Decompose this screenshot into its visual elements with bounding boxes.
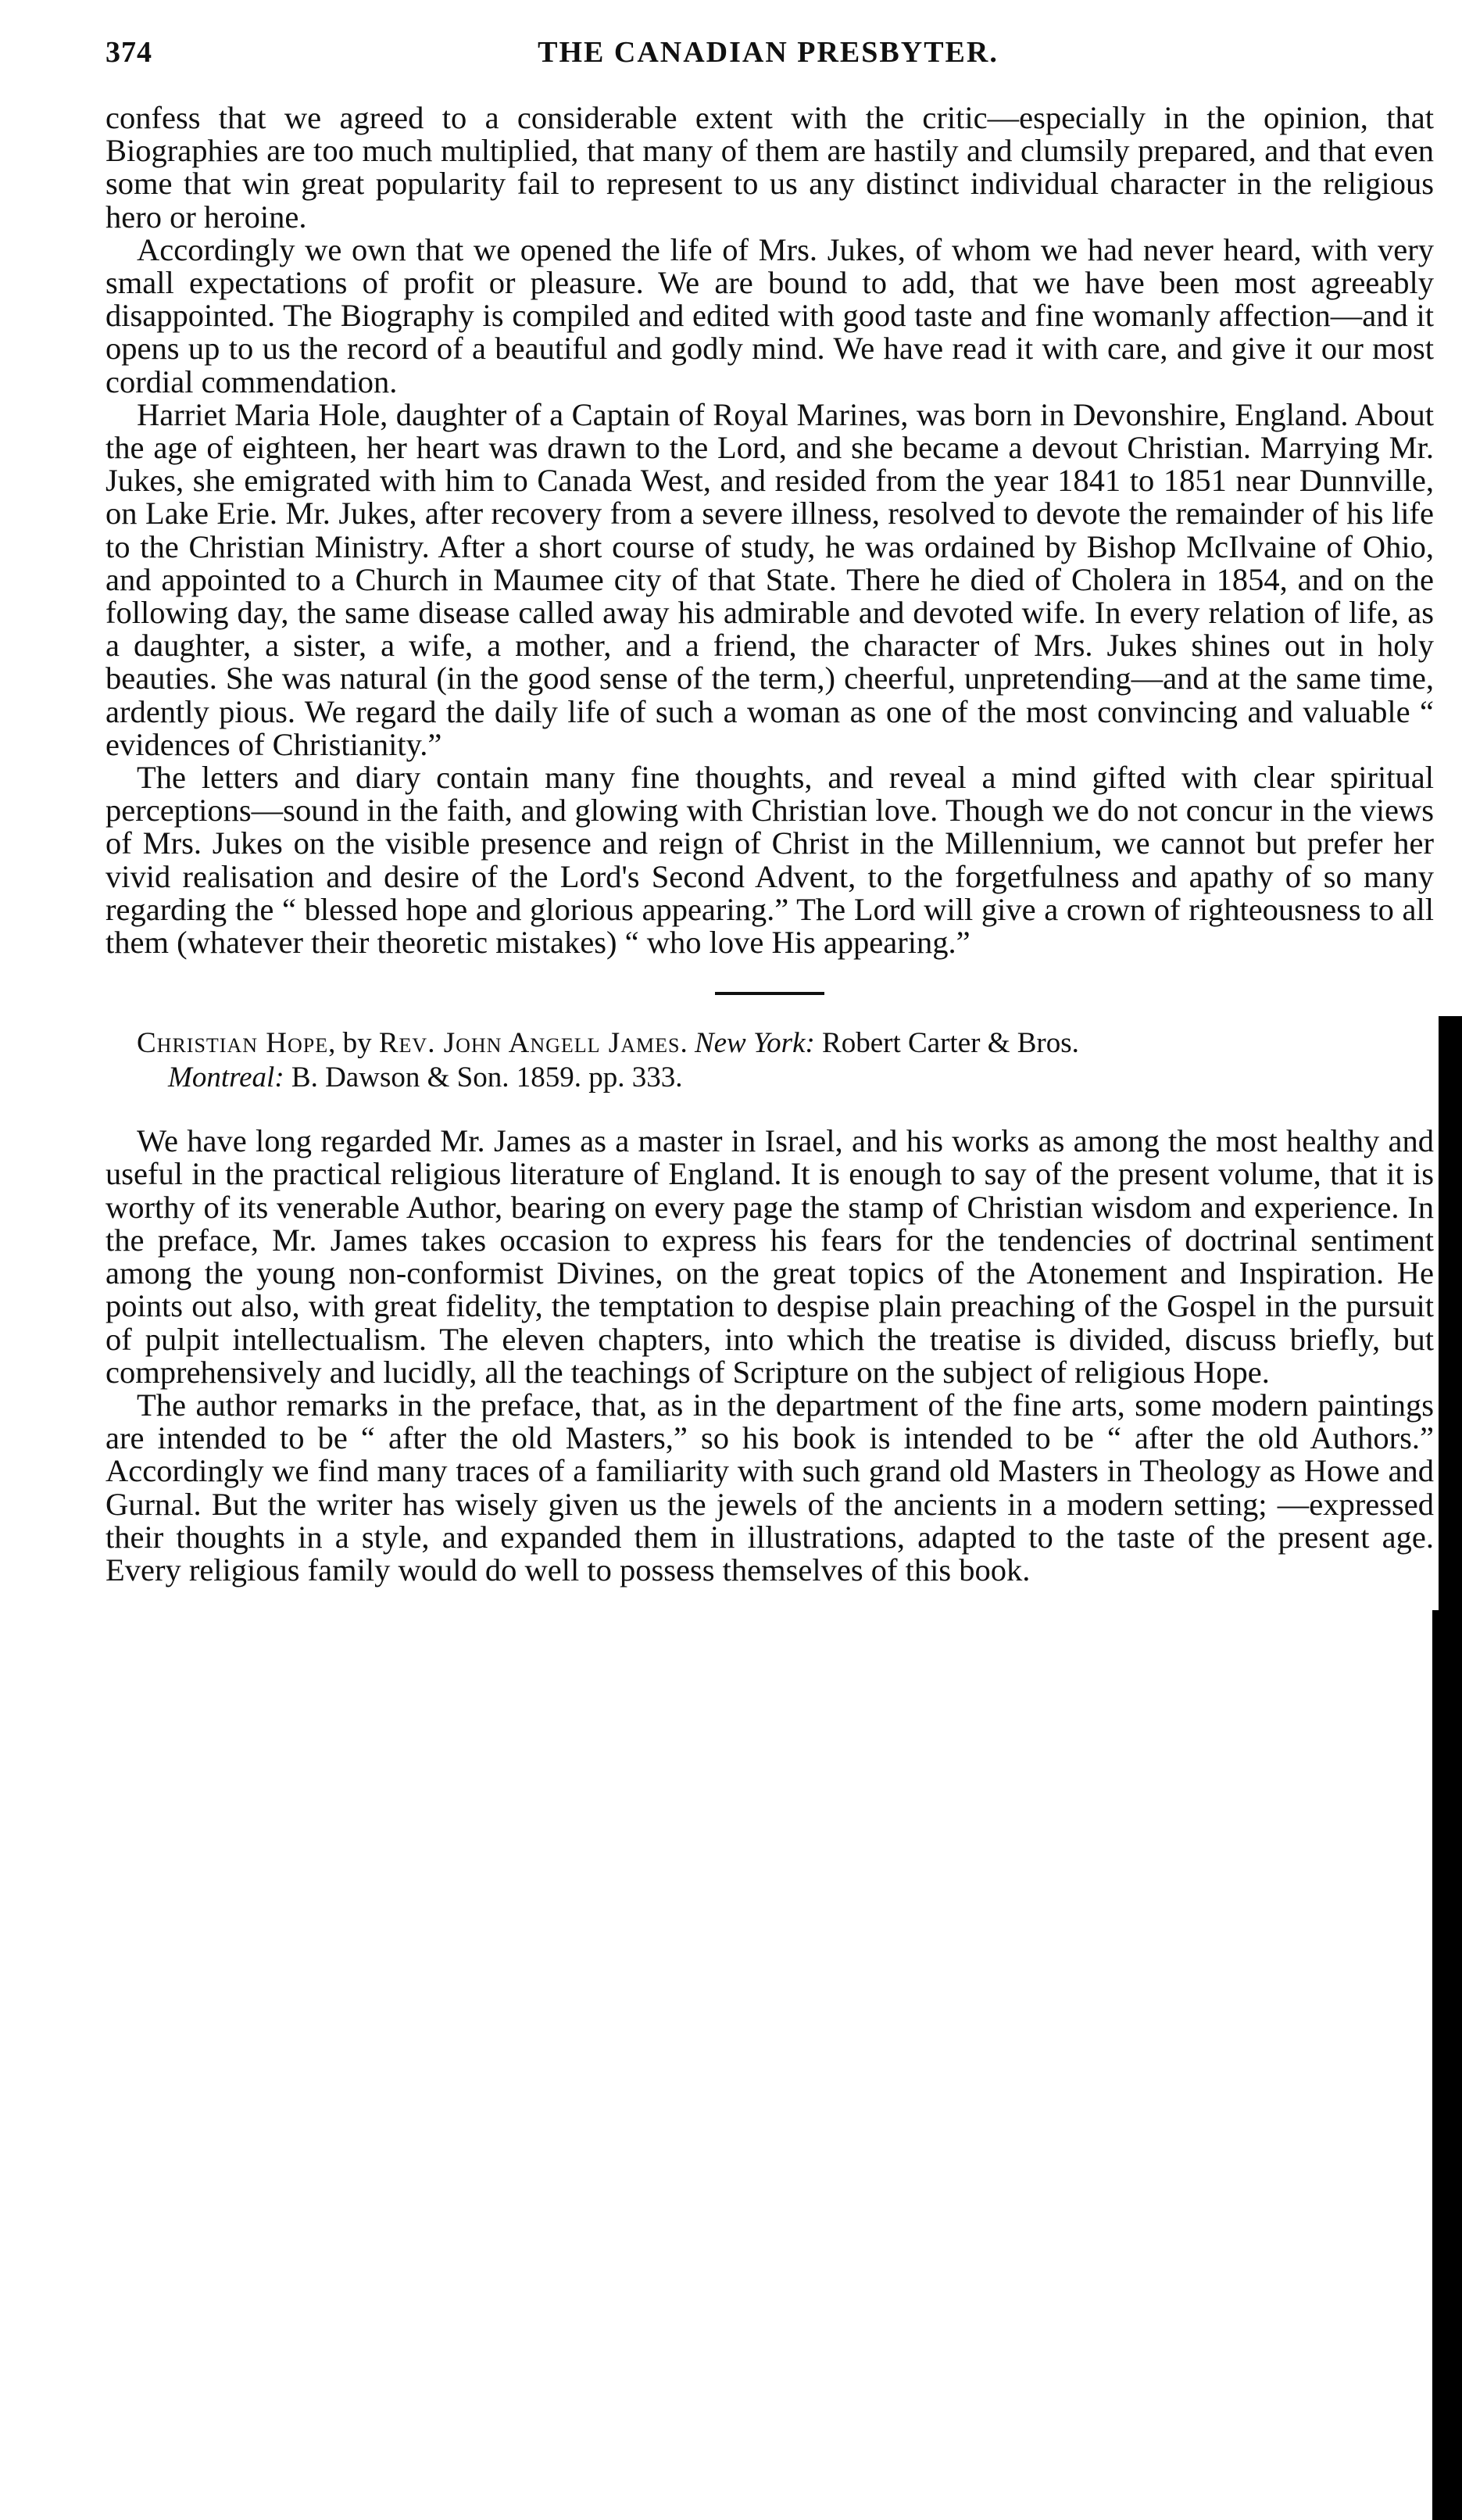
paragraph: confess that we agreed to a considerable extent with the critic—especially in the opinion, that Biographies are too much multiplied, that many of them are hastily and clumsily prepared, and that even some that win great popularity fail to represent to us any distinct individual character in the religious hero or heroine.: [105, 100, 1434, 234]
running-title: THE CANADIAN PRESBYTER.: [538, 36, 999, 69]
review-heading: [137, 1026, 1434, 1095]
book-title: Christian Hope: [137, 1027, 329, 1060]
paragraph: The author remarks in the preface, that, as in the department of the fine arts, some modern paintings are intended to be “ after the old Masters,” so his book is intended to be “ after the old Authors.” Accordingly we find many traces of a familiarity with such grand old Masters in Theology as Howe and Gurnal. But the writer has wisely given us the jewels of the ancients in a modern setting; —expressed their thoughts in a style, and expanded them in illustrations, adapted to the taste of the present age. Every religious family would do well to possess themselves of this book.: [105, 1387, 1434, 1588]
scan-margin-edge: [1432, 1610, 1462, 2520]
review-jukes: [105, 102, 1434, 959]
paragraph: Accordingly we own that we opened the life of Mrs. Jukes, of whom we had never heard, with very small expectations of profit or pleasure. We are bound to add, that we have been most agreeably disappointed. The Biography is compiled and edited with good taste and fine womanly affection—and it opens up to us the record of a beautiful and godly mind. We have read it with care, and give it our most cordial commendation.: [105, 231, 1434, 399]
publisher-new-york: Robert Carter & Bros.: [814, 1027, 1079, 1060]
page-header: [105, 35, 1431, 90]
heading-separator: .: [680, 1027, 695, 1060]
paragraph: Harriet Maria Hole, daughter of a Captain of Royal Marines, was born in Devonshire, England. About the age of eighteen, her heart was drawn to the Lord, and she became a devout Christian. Marrying Mr. Jukes, she emigrated with him to Canada West, and resided from the year 1841 to 1851 near Dunnville, on Lake Erie. Mr. Jukes, after recovery from a severe illness, resolved to devote the remainder of his life to the Christian Ministry. After a short course of study, he was ordained by Bishop McIlvaine of Ohio, and appointed to a Church in Maumee city of that State. There he died of Cholera in 1854, and on the following day, the same disease called away his admirable and devoted wife. In every relation of life, as a daughter, a sister, a wife, a mother, and a friend, the character of Mrs. Jukes shines out in holy beauties. She was natural (in the good sense of the term,) cheerful, unpretending—and at the same time, ardently pious. We regard the daily life of such a woman as one of the most convincing and valuable “ evidences of Christianity.”: [105, 396, 1434, 762]
publisher-montreal: B. Dawson & Son. 1859. pp. 333.: [284, 1061, 683, 1094]
section-divider: [715, 992, 824, 995]
paragraph: The letters and diary contain many fine thoughts, and reveal a mind gifted with clear spiritual perceptions—sound in the faith, and glowing with Christian love. Though we do not concur in the views of Mrs. Jukes on the visible presence and reign of Christ in the Millennium, we cannot but prefer her vivid realisation and desire of the Lord's Second Advent, to the forgetfulness and apathy of so many regarding the “ blessed hope and glorious appearing.” The Lord will give a crown of righteousness to all them (whatever their theoretic mistakes) “ who love His appearing.”: [105, 760, 1434, 961]
page-number: 374: [105, 36, 152, 69]
book-author: Rev. John Angell James: [378, 1027, 681, 1060]
paragraph: We have long regarded Mr. James as a master in Israel, and his works as among the most healthy and useful in the practical religious literature of England. It is enough to say of the present volume, that it is worthy of its venerable Author, bearing on every page the stamp of Christian wisdom and experience. In the preface, Mr. James takes occasion to express his fears for the tendencies of doctrinal sentiment among the young non-conformist Divines, on the great topics of the Atonement and Inspiration. He points out also, with great fidelity, the temptation to despise plain preaching of the Gospel in the pursuit of pulpit intellectualism. The eleven chapters, into which the treatise is divided, discuss briefly, but comprehensively and lucidly, all the teachings of Scripture on the subject of religious Hope.: [105, 1123, 1434, 1390]
heading-by: , by: [328, 1027, 379, 1060]
publisher-place-new-york: New York:: [694, 1027, 815, 1060]
page-content: [105, 102, 1434, 1587]
review-christian-hope: [105, 1026, 1434, 1587]
review-body: [105, 1125, 1434, 1587]
publisher-place-montreal: Montreal:: [168, 1061, 284, 1094]
